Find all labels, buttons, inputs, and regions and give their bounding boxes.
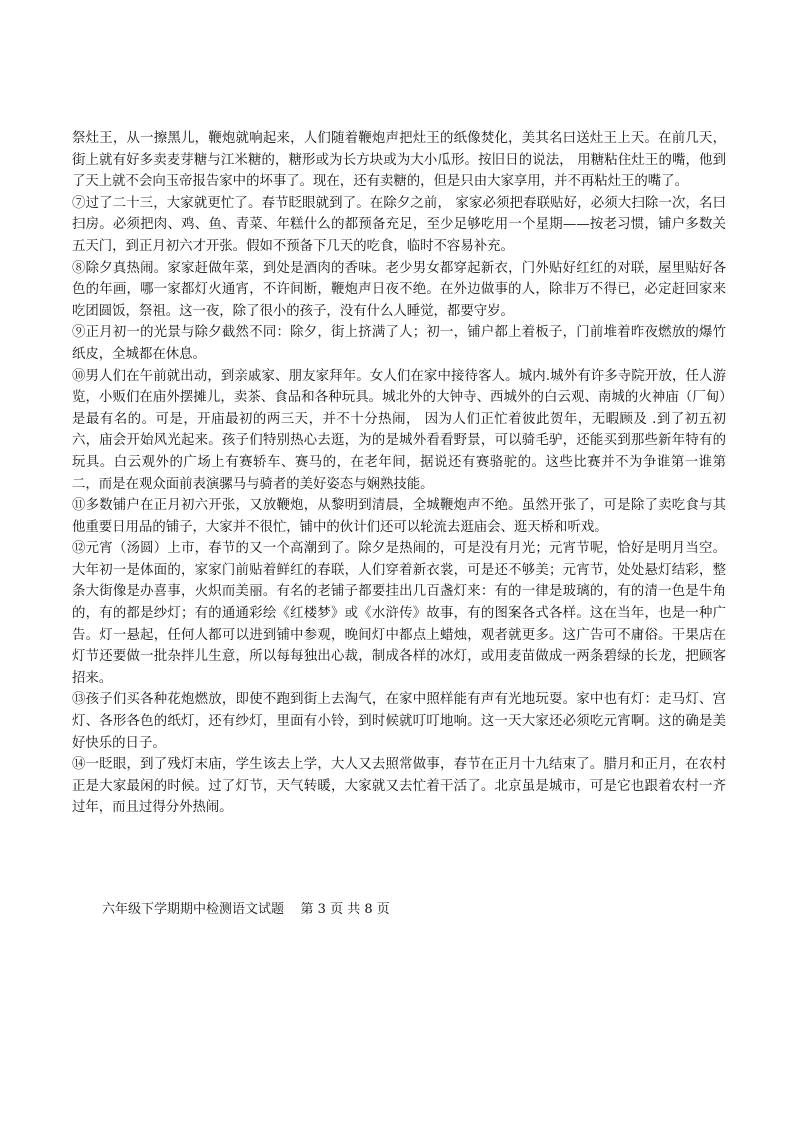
paragraph-1: 祭灶王，从一擦黑儿，鞭炮就响起来，人们随着鞭炮声把灶王的纸像焚化，美其名曰送灶王上天。在前几天，街上就有好多卖麦芽糖与江米糖的，糖形或为长方块或为大小瓜形。按旧日的说法， 用糖粘住灶王的嘴，他到了天上就不会向玉帝报告家中的坏事了。现在，还有卖糖的，但是只由大家享用，并不再粘灶王的嘴了。: [72, 131, 726, 190]
article-body: [72, 128, 726, 819]
paragraph-12: ⑫元宵（汤圆）上市，春节的又一个高潮到了。除夕是热闹的，可是没有月光；元宵节呢，恰好是明月当空。大年初一是体面的，家家门前贴着鲜红的春联，人们穿着新衣裳，可是还不够美；元宵节，处处悬灯结彩，整条大街像是办喜事，火炽而美丽。有名的老铺子都要挂出几百盏灯来：有的一律是玻璃的，有的清一色是牛角的，有的都是纱灯；有的通通彩绘《红楼梦》或《水浒传》故事，有的图案各式各样。这在当年，也是一种广告。灯一悬起，任何人都可以进到铺中参观，晚间灯中都点上蜡烛，观者就更多。这广告可不庸俗。干果店在灯节还要做一批杂拌儿生意，所以每每独出心裁，制成各样的冰灯，或用麦苗做成一两条碧绿的长龙，把顾客招来。: [72, 541, 726, 686]
paragraph-10: ⑩男人们在午前就出动，到亲戚家、朋友家拜年。女人们在家中接待客人。城内.城外有许多寺院开放，任人游览，小贩们在庙外摆摊儿，卖茶、食品和各种玩具。城北外的大钟寺、西城外的白云观、南城的火神庙（厂甸）是最有名的。可是，开庙最初的两三天，并不十分热闹， 因为人们正忙着彼此贺年，无暇顾及 .到了初五初六，庙会开始风光起来。孩子们特别热心去逛，为的是城外看看野景，可以骑毛驴，还能买到那些新年特有的玩具。白云观外的广场上有赛轿车、赛马的，在老年间，据说还有赛骆驼的。这些比赛并不为争谁第一谁第二，而是在观众面前表演骡马与骑者的美好姿态与娴熟技能。: [72, 368, 726, 492]
paragraph-11: ⑪多数铺户在正月初六开张，又放鞭炮，从黎明到清晨，全城鞭炮声不绝。虽然开张了，可是除了卖吃食与其他重要日用品的铺子，大家并不很忙，铺中的伙计们还可以轮流去逛庙会、逛天桥和听戏。: [72, 498, 726, 535]
exam-title: 六年级下学期期中检测语文试题: [102, 902, 285, 917]
paragraph-9: ⑨正月初一的光景与除夕截然不同：除夕，街上挤满了人；初一，铺户都上着板子，门前堆着昨夜燃放的爆竹纸皮，全城都在休息。: [72, 325, 726, 362]
page-number: 第 3 页 共 8 页: [300, 902, 390, 917]
paragraph-7: ⑦过了二十三，大家就更忙了。春节眨眼就到了。在除夕之前， 家家必须把春联贴好，必须大扫除一次，名曰扫房。必须把肉、鸡、鱼、青菜、年糕什么的都预备充足，至少足够吃用一个星期——按老习惯，铺户多数关五天门，到正月初六才开张。假如不预备下几天的吃食，临时不容易补充。: [72, 195, 726, 254]
paragraph-13: ⑬孩子们买各种花炮燃放，即使不跑到街上去淘气，在家中照样能有声有光地玩耍。家中也有灯：走马灯、宫灯、各形各色的纸灯，还有纱灯，里面有小铃，到时候就叮叮地响。这一天大家还必须吃元宵啊。这的确是美好快乐的日子。: [72, 692, 726, 751]
paragraph-14: ⑭一眨眼，到了残灯末庙，学生该去上学，大人又去照常做事，春节在正月十九结束了。腊月和正月，在农村正是大家最闲的时候。过了灯节，天气转暖，大家就又去忙着干活了。北京虽是城市，可是它也跟着农村一齐过年，而且过得分外热闹。: [72, 757, 726, 816]
paragraph-8: ⑧除夕真热闹。家家赶做年菜，到处是酒肉的香味。老少男女都穿起新衣，门外贴好红红的对联，屋里贴好各色的年画，哪一家都灯火通宵，不许间断，鞭炮声日夜不绝。在外边做事的人，除非万不得已，必定赶回家来吃团圆饭，祭祖。这一夜，除了很小的孩子，没有什么人睡觉，都要守岁。: [72, 260, 726, 319]
page-footer: [102, 900, 390, 920]
